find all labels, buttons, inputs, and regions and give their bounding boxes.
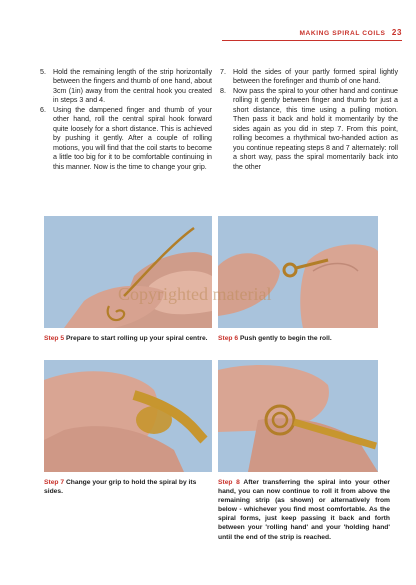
running-head bbox=[299, 28, 402, 37]
right-text-column bbox=[220, 68, 398, 172]
step-number: 7. bbox=[220, 68, 226, 76]
caption-text: Prepare to start rolling up your spiral centre. bbox=[65, 335, 208, 342]
caption-label: Step 5 bbox=[44, 335, 65, 342]
page-number: 23 bbox=[391, 28, 402, 37]
caption-text: After transferring the spiral into your other hand, you can now continue to roll it from above the remaining strip (as shown) or alternatively from below - whichever you find most comfortable. As the spiral forms, just keep passing it back and forth between your 'rolling hand' and your 'holding hand' until the end of the strip is reached. bbox=[218, 479, 390, 541]
instruction-step-7 bbox=[220, 68, 398, 87]
photo-step-6 bbox=[218, 216, 378, 328]
section-title: MAKING SPIRAL COILS bbox=[299, 30, 386, 37]
photo-step-8 bbox=[218, 360, 378, 472]
left-text-column bbox=[40, 68, 212, 172]
caption-label: Step 6 bbox=[218, 335, 239, 342]
caption-label: Step 7 bbox=[44, 479, 65, 486]
step-text: Hold the sides of your partly formed spiral lightly between the forefinger and thumb of one hand. bbox=[233, 68, 398, 86]
step-text: Using the dampened finger and thumb of your other hand, roll the central spiral hook forward quite loosely for a short distance. This is achieved by pushing it gently. After a couple of rolling motions, you will find that the coil starts to become a little too big for it to be comfortable continuing in this manner. Now is the time to change your grip. bbox=[53, 105, 212, 171]
step-number: 8. bbox=[220, 86, 226, 95]
instruction-step-6 bbox=[40, 106, 212, 172]
photo-step-7 bbox=[44, 360, 212, 472]
photo-step-5 bbox=[44, 216, 212, 328]
step-text: Hold the remaining length of the strip horizontally between the fingers and thumb of one hand, about 3cm (1in) away from the central hook you created in steps 3 and 4. bbox=[53, 68, 212, 105]
step-number: 5. bbox=[40, 68, 46, 76]
instruction-step-5 bbox=[40, 68, 212, 106]
header-rule bbox=[222, 40, 402, 41]
caption-step-6 bbox=[218, 334, 383, 343]
caption-text: Push gently to begin the roll. bbox=[239, 335, 332, 342]
copyright-watermark: Copyrighted material bbox=[118, 284, 272, 304]
caption-text: Change your grip to hold the spiral by its sides. bbox=[44, 479, 197, 496]
step-number: 6. bbox=[40, 105, 46, 114]
caption-label: Step 8 bbox=[218, 479, 240, 486]
instruction-step-8 bbox=[220, 87, 398, 172]
caption-step-8 bbox=[218, 478, 390, 542]
caption-step-5 bbox=[44, 334, 214, 343]
caption-step-7 bbox=[44, 478, 214, 496]
step-text: Now pass the spiral to your other hand and continue rolling it gently between finger and thumb for just a short distance, this time using a pulling motion. Then pass it back and hold it momentarily by the sides again as you did in step 7. From this point, rolling becomes a rhythmical two-handed action as you continue repeating steps 8 and 7 alternately: roll a short way, pass the spiral momentarily back into the other bbox=[233, 86, 398, 171]
